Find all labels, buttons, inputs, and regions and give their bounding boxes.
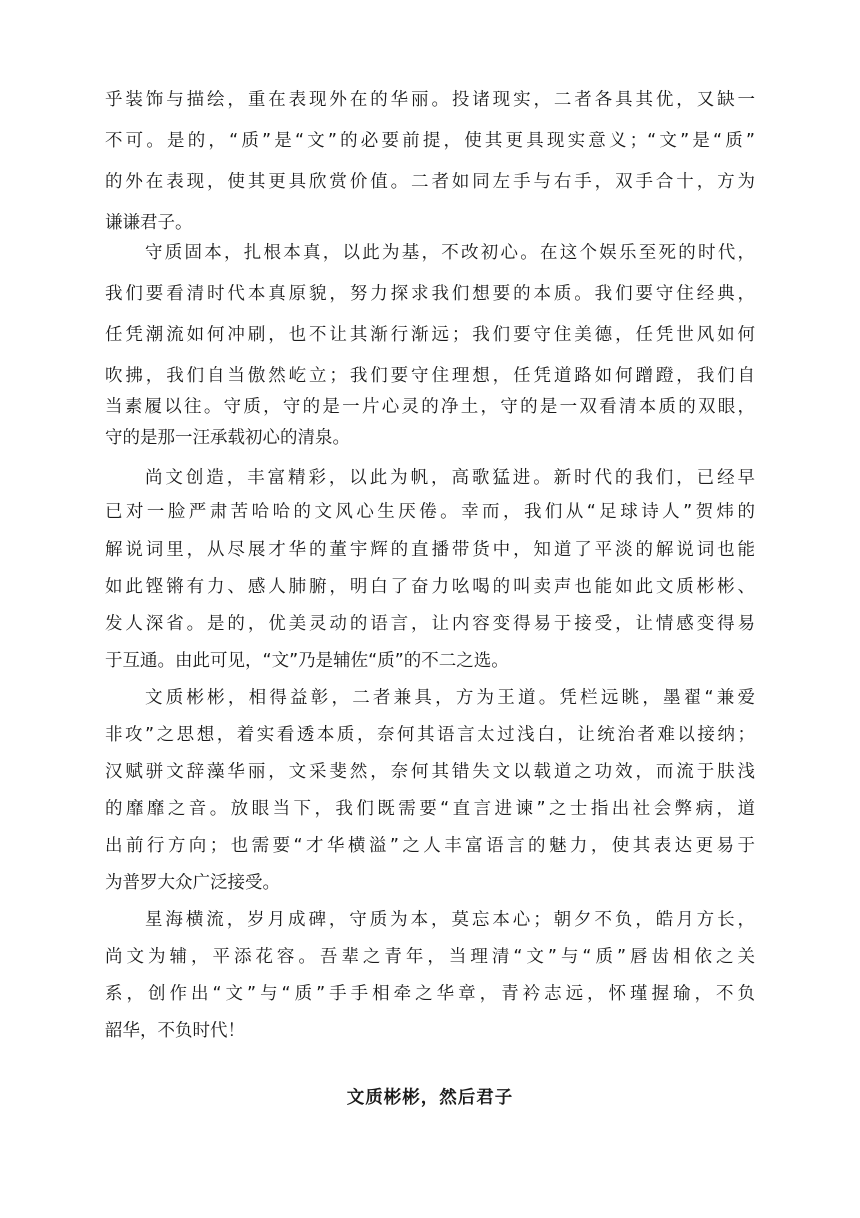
paragraph-1-line-4: 谦谦君子。 bbox=[105, 213, 193, 233]
paragraph-2-line-1: 守质固本，扎根本真，以此为基，不改初心。在这个娱乐至死的时代， bbox=[145, 243, 755, 263]
paragraph-4-line-2: 非攻”之思想，着实看透本质，奈何其语言太过浅白，让统治者难以接纳； bbox=[105, 725, 755, 745]
paragraph-3-line-6: 于互通。由此可见，“文”乃是辅佐“质”的不二之选。 bbox=[105, 651, 509, 671]
essay-title: 文质彬彬，然后君子 bbox=[346, 1088, 514, 1108]
paragraph-5-line-3 bbox=[105, 982, 755, 1006]
paragraph-1-line-2: 不可。是的，“质”是“文”的必要前提，使其更具现实意义；“文”是“质” bbox=[105, 131, 755, 151]
paragraph-4-line-4: 的靡靡之音。放眼当下，我们既需要“直言进谏”之士指出社会弊病，道 bbox=[105, 799, 755, 819]
paragraph-4-line-1: 文质彬彬，相得益彰，二者兼具，方为王道。凭栏远眺，墨翟“兼爱 bbox=[145, 688, 755, 708]
paragraph-2-line-5: 当素履以往。守质，守的是一片心灵的净土，守的是一双看清本质的双眼， bbox=[105, 397, 755, 417]
paragraph-4-line-5: 出前行方向；也需要“才华横溢”之人丰富语言的魅力，使其表达更易于 bbox=[105, 836, 755, 856]
paragraph-3-line-2: 已对一脸严肃苦哈哈的文风心生厌倦。幸而，我们从“足球诗人”贺炜的 bbox=[105, 502, 755, 522]
paragraph-2-line-6: 守的是那一汪承载初心的清泉。 bbox=[105, 428, 350, 448]
highlighted-phrase-prefix: 系，创作出“文”与“质”手手相牵之华章，青衿志远，怀瑾握瑜，不负 bbox=[105, 984, 755, 1004]
paragraph-1-line-3: 的外在表现，使其更具欣赏价值。二者如同左手与右手，双手合十，方为 bbox=[105, 172, 755, 192]
paragraph-1-line-1: 乎装饰与描绘，重在表现外在的华丽。投诸现实，二者各具其优，又缺一 bbox=[105, 90, 755, 110]
paragraph-2-line-3: 任凭潮流如何冲刷，也不让其渐行渐远；我们要守住美德，任凭世风如何 bbox=[105, 325, 755, 345]
paragraph-3-line-5: 发人深省。是的，优美灵动的语言，让内容变得易于接受，让情感变得易 bbox=[105, 614, 755, 634]
paragraph-3-line-4: 如此铿锵有力、感人肺腑，明白了奋力吆喝的叫卖声也能如此文质彬彬、 bbox=[105, 577, 755, 597]
paragraph-5-line-1: 星海横流，岁月成碑，守质为本，莫忘本心；朝夕不负，皓月方长， bbox=[145, 910, 755, 930]
paragraph-2-line-4: 吹拂，我们自当傲然屹立；我们要守住理想，任凭道路如何蹭蹬，我们自 bbox=[105, 366, 755, 386]
paragraph-4-line-6: 为普罗大众广泛接受。 bbox=[105, 873, 280, 893]
paragraph-2-line-2: 我们要看清时代本真原貌，努力探求我们想要的本质。我们要守住经典， bbox=[105, 284, 755, 304]
paragraph-4-line-3: 汉赋骈文辞藻华丽，文采斐然，奈何其错失文以载道之功效，而流于肤浅 bbox=[105, 762, 755, 782]
paragraph-5-line-4: 韶华，不负时代！ bbox=[105, 1021, 245, 1041]
paragraph-3-line-1: 尚文创造，丰富精彩，以此为帆，高歌猛进。新时代的我们，已经早 bbox=[145, 468, 755, 488]
paragraph-5-line-2: 尚文为辅，平添花容。吾辈之青年，当理清“文”与“质”唇齿相依之关 bbox=[105, 947, 755, 967]
paragraph-3-line-3: 解说词里，从尽展才华的董宇辉的直播带货中，知道了平淡的解说词也能 bbox=[105, 540, 755, 560]
